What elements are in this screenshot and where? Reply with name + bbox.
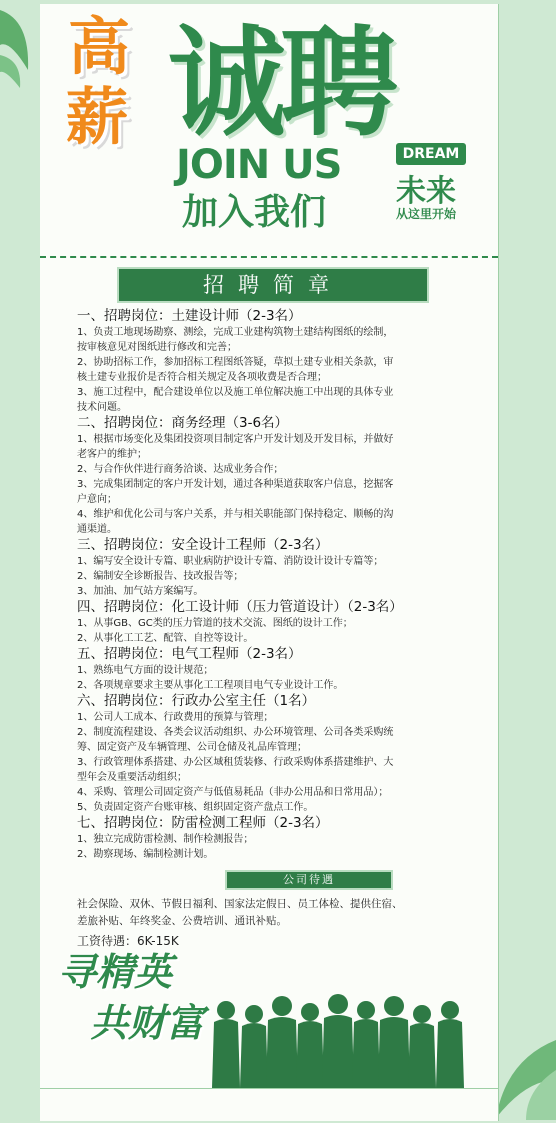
benefits-line: 差旅补贴、年终奖金、公费培训、通讯补贴。	[77, 915, 287, 927]
list-item: 3、完成集团制定的客户开发计划，通过各种渠道获取客户信息，挖掘客	[77, 479, 394, 490]
list-item: 2、制度流程建设、各类会议活动组织、办公环境管理、公司各类采购统	[77, 727, 394, 738]
list-item: 1、熟练电气方面的设计规范；	[77, 665, 214, 676]
slogan-line-1: 寻精英	[58, 949, 173, 994]
list-item: 3、加油、加气站方案编写。	[77, 586, 204, 597]
section-title: 四、招聘岗位：化工设计师（压力管道设计）（2-3名）	[77, 599, 403, 615]
join-us-text: JOIN US	[176, 142, 342, 188]
list-item: 2、从事化工工艺、配管、自控等设计。	[77, 633, 254, 644]
section-1	[77, 308, 497, 415]
list-item: 1、根据市场变化及集团投资项目制定客户开发计划及开发目标，并做好	[77, 434, 394, 445]
list-item: 2、勘察现场、编制检测计划。	[77, 849, 214, 860]
xin-character: 薪	[66, 80, 129, 153]
section-title: 一、招聘岗位：土建设计师（2-3名）	[77, 308, 302, 324]
crowd-silhouette-image	[210, 992, 480, 1088]
list-item: 通渠道。	[77, 524, 117, 535]
list-item: 5、负责固定资产台账审核、组织固定资产盘点工作。	[77, 802, 314, 813]
list-item: 4、维护和优化公司与客户关系，并与相关职能部门保持稳定、顺畅的沟	[77, 509, 394, 520]
hero-header	[40, 4, 498, 244]
list-item: 技术问题。	[77, 402, 127, 413]
slogan-line-2: 共财富	[90, 1000, 205, 1045]
chengpin-headline: 诚聘	[168, 14, 393, 152]
list-item: 2、协助招标工作，参加招标工程图纸答疑，草拟土建专业相关条款，审	[77, 357, 394, 368]
salary-text: 工资待遇：6K-15K	[77, 934, 179, 948]
list-item: 筹、固定资产及车辆管理、公司仓储及礼品库管理；	[77, 742, 307, 753]
section-5	[77, 646, 497, 693]
list-item: 按审核意见对图纸进行修改和完善；	[77, 342, 237, 353]
section-title: 三、招聘岗位：安全设计工程师（2-3名）	[77, 537, 329, 553]
section-title: 七、招聘岗位：防雷检测工程师（2-3名）	[77, 815, 329, 831]
list-item: 1、公司人工成本、行政费用的预算与管理；	[77, 712, 274, 723]
benefits-line: 社会保险、双休、节假日福利、国家法定假日、员工体检、提供住宿、	[77, 898, 403, 910]
poster-card	[40, 4, 499, 1121]
weilai-text: 未来	[396, 174, 456, 209]
list-item: 1、从事GB、GC类的压力管道的技术交流、图纸的设计工作；	[77, 618, 353, 629]
dashed-divider	[40, 256, 498, 258]
list-item: 户意向；	[77, 494, 117, 505]
dream-badge: DREAM	[396, 143, 466, 165]
list-item: 老客户的维护；	[77, 449, 147, 460]
benefits-heading: 公司待遇	[225, 870, 393, 890]
list-item: 1、独立完成防雷检测、制作检测报告；	[77, 834, 254, 845]
section-title: 二、招聘岗位：商务经理（3-6名）	[77, 415, 289, 431]
list-item: 2、与合作伙伴进行商务洽谈、达成业务合作；	[77, 464, 284, 475]
list-item: 3、行政管理体系搭建、办公区域租赁装修、行政采购体系搭建维护、大	[77, 757, 394, 768]
section-title: 六、招聘岗位：行政办公室主任（1名）	[77, 693, 316, 709]
list-item: 核土建专业报价是否符合相关规定及各项收费是否合理；	[77, 372, 327, 383]
list-item: 2、各项规章要求主要从事化工工程项目电气专业设计工作。	[77, 680, 344, 691]
bottom-frame-line	[40, 1088, 498, 1122]
list-item: 3、施工过程中，配合建设单位以及施工单位解决施工中出现的具体专业	[77, 387, 394, 398]
list-item: 型年会及重要活动组织；	[77, 772, 187, 783]
list-item: 1、负责工地现场勘察、测绘，完成工业建构筑物土建结构图纸的绘制，	[77, 327, 394, 338]
leaf-decoration-top-left	[0, 0, 40, 90]
section-2	[77, 415, 497, 537]
section-7	[77, 815, 497, 862]
section-3	[77, 537, 497, 599]
list-item: 1、编写安全设计专篇、职业病防护设计专篇、消防设计设计专篇等；	[77, 556, 384, 567]
job-listing	[77, 308, 497, 950]
gao-character: 高	[68, 10, 131, 83]
cong-zheli-text: 从这里开始	[396, 207, 457, 221]
jiaru-women-text: 加入我们	[182, 192, 327, 233]
list-item: 4、采购、管理公司固定资产与低值易耗品（非办公用品和日常用品）；	[77, 787, 389, 798]
section-title: 五、招聘岗位：电气工程师（2-3名）	[77, 646, 302, 662]
section-4	[77, 599, 497, 646]
page-title: 招聘简章	[117, 267, 429, 303]
section-6	[77, 693, 497, 815]
list-item: 2、编制安全诊断报告、技改报告等；	[77, 571, 244, 582]
